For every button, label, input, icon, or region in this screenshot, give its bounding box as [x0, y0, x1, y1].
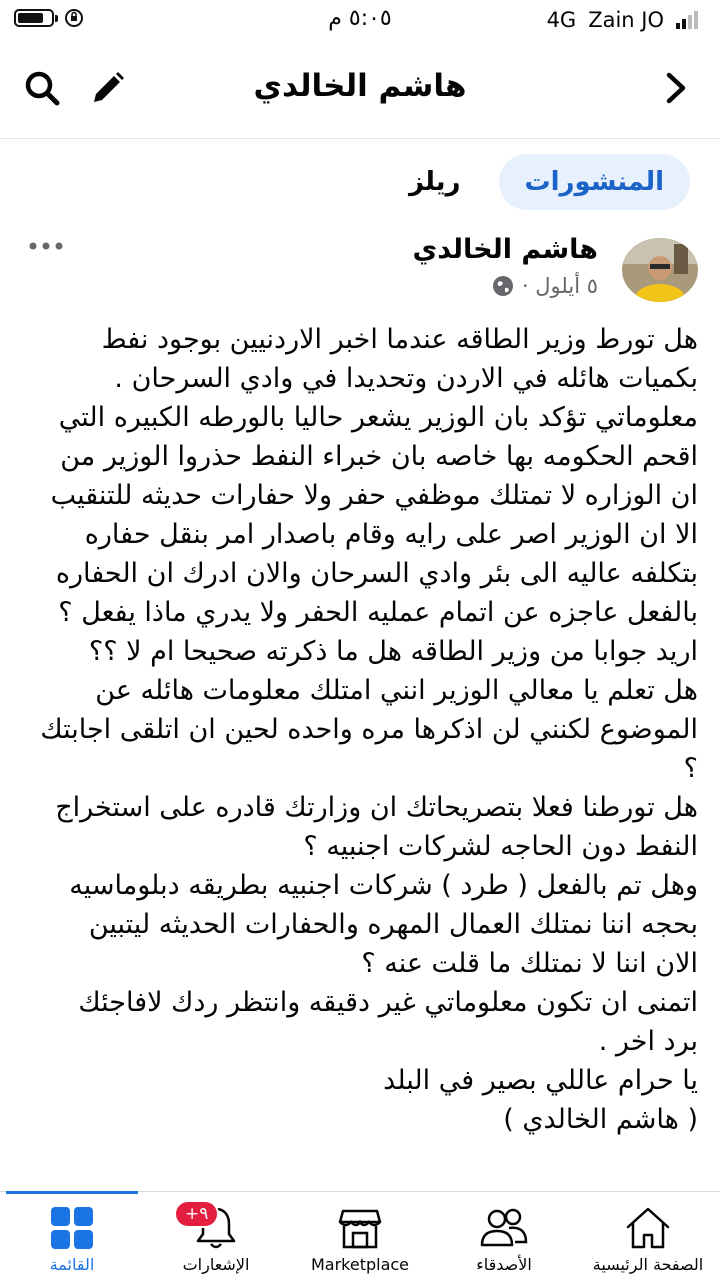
store-icon [337, 1205, 383, 1251]
post-paragraph: هل تورط وزير الطاقه عندما اخبر الاردنيين بوجود نفط بكميات هائله في الاردن وتحديدا في وادي السرحان . [101, 324, 698, 394]
signal-icon [676, 11, 698, 29]
carrier-name: Zain JO [588, 8, 664, 32]
notifications-badge: +٩ [174, 1200, 219, 1228]
search-icon [22, 68, 62, 108]
tab-reels[interactable]: ريلز [408, 167, 461, 197]
more-dots-icon [28, 239, 64, 253]
nav-home-label: الصفحة الرئيسية [592, 1255, 704, 1274]
nav-marketplace-label: Marketplace [310, 1255, 410, 1274]
status-bar [0, 0, 720, 40]
post-paragraph: ( هاشم الخالدي ) [503, 1104, 698, 1135]
friends-icon [479, 1205, 529, 1251]
post-options-button[interactable] [28, 238, 64, 257]
profile-tabs [401, 154, 690, 210]
tab-posts[interactable]: المنشورات [499, 154, 690, 210]
avatar-image [622, 238, 698, 302]
post-paragraph: معلوماتي تؤكد بان الوزير يشعر حاليا بالورطه الكبيره التي اقحم الحكومه بها خاصه بان خبراء النفط حذروا الوزير من ان الوزاره لا تمتلك موظفي حفر ولا حفارات حديثه للتنقيب الا ان الوزير اصر على رايه وقام باصدار امر بنقل حفاره بتكلفه عاليه الى بئر وادي السرحان والان ادرك ان الحفاره بالفعل عاجزه عن اتمام عمليه الحفر ولا يدري ماذا يفعل ؟ [50, 402, 698, 628]
bottom-navigation [0, 1191, 720, 1280]
network-type: 4G [546, 8, 577, 32]
post-author[interactable]: هاشم الخالدي [412, 234, 598, 265]
post-paragraph: هل تعلم يا معالي الوزير انني امتلك معلومات هائله عن الموضوع لكنني لن اذكرها مره واحده لحين ان اتلقى اجابتك ؟ [40, 675, 698, 784]
home-icon [624, 1205, 672, 1251]
post-meta [492, 274, 598, 298]
nav-menu[interactable] [0, 1192, 144, 1280]
post-text [38, 320, 698, 1139]
post-paragraph: وهل تم بالفعل ( طرد ) شركات اجنبيه بطريقه دبلوماسيه بحجه اننا نمتلك العمال المهره والحفارات الحديثه ليتبين الان اننا لا نمتلك ما قلت عنه ؟ [69, 870, 698, 979]
menu-grid-icon [49, 1205, 95, 1251]
nav-notifications-label: الإشعارات [182, 1255, 250, 1274]
nav-friends[interactable] [432, 1192, 576, 1280]
nav-menu-label: القائمة [49, 1255, 95, 1274]
chevron-right-icon [661, 70, 691, 106]
globe-icon [492, 275, 514, 297]
status-time: ٥:٠٥ م [328, 6, 392, 31]
search-button[interactable] [20, 66, 64, 110]
page-header [0, 40, 720, 139]
page-title: هاشم الخالدي [253, 68, 467, 104]
back-button[interactable] [654, 66, 698, 110]
post-paragraph: اتمنى ان تكون معلوماتي غير دقيقه وانتظر ردك لافاجئك برد اخر . [78, 987, 698, 1057]
nav-home[interactable] [576, 1192, 720, 1280]
post-header [22, 232, 698, 304]
post-paragraph: هل تورطنا فعلا بتصريحاتك ان وزارتك قادره على استخراج النفط دون الحاجه لشركات اجنبيه ؟ [55, 792, 698, 862]
nav-friends-label: الأصدقاء [476, 1255, 532, 1274]
nav-notifications[interactable] [144, 1192, 288, 1280]
post-date: ٥ أيلول · [521, 274, 598, 298]
post-paragraph: اريد جوابا من وزير الطاقه هل ما ذكرته صحيحا ام لا ؟؟ [88, 636, 698, 667]
avatar[interactable] [622, 238, 698, 302]
post-paragraph: يا حرام عاللي بصير في البلد [383, 1065, 698, 1096]
nav-marketplace[interactable] [288, 1192, 432, 1280]
status-right [547, 8, 698, 32]
